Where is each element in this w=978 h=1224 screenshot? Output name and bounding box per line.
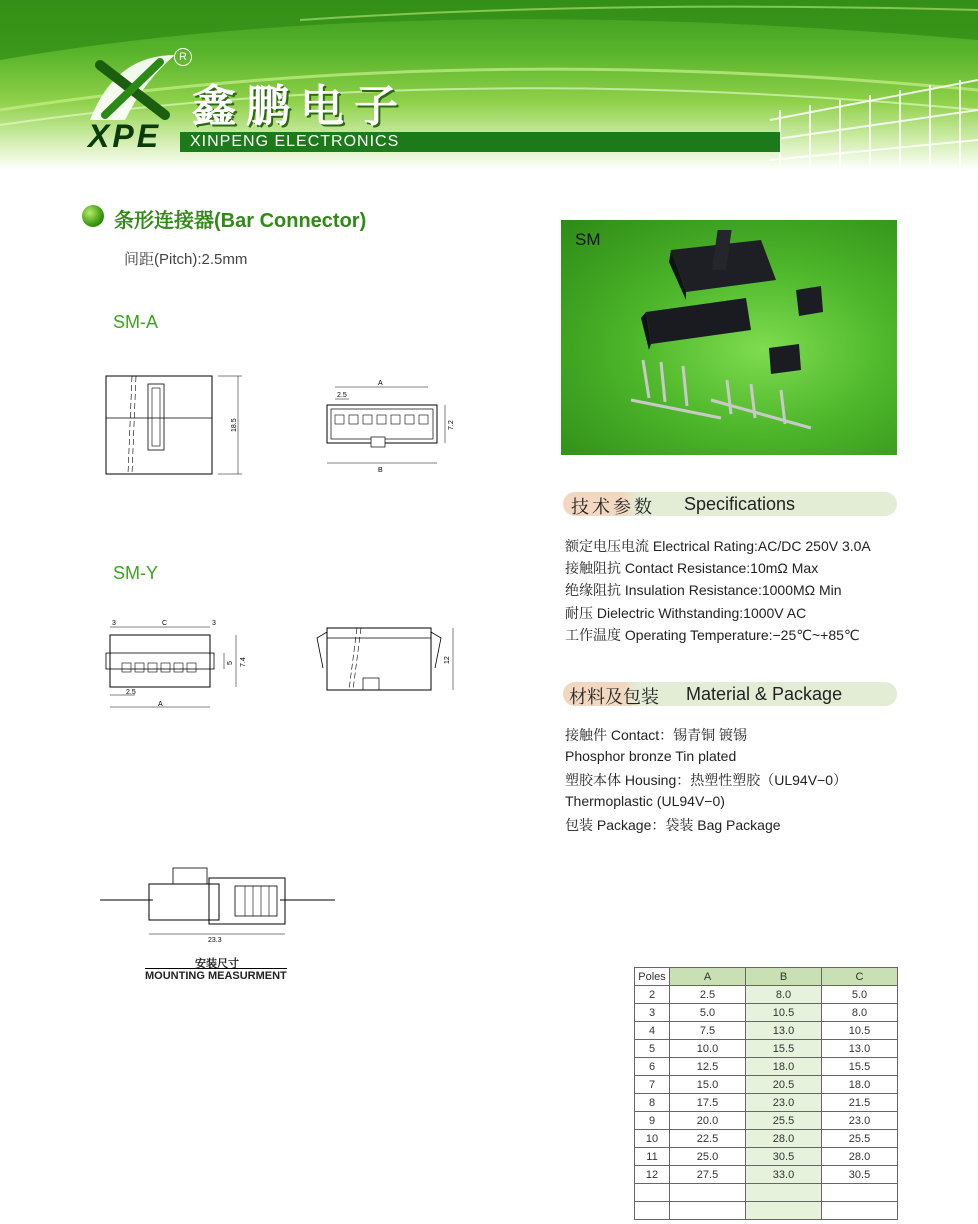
cell-a: 20.0 — [670, 1112, 746, 1130]
cell-b: 15.5 — [746, 1040, 822, 1058]
cell-b: 23.0 — [746, 1094, 822, 1112]
spec-line: 接触阻抗 Contact Resistance:10mΩ Max — [565, 560, 819, 576]
cell-a: 25.0 — [670, 1148, 746, 1166]
spec-line: 工作温度 Operating Temperature:−25℃~+85℃ — [565, 627, 860, 643]
cell-b: 13.0 — [746, 1022, 822, 1040]
cell-poles: 5 — [635, 1040, 670, 1058]
header-b: B — [746, 968, 822, 986]
cell-a: 12.5 — [670, 1058, 746, 1076]
sm-y-label: SM-Y — [113, 563, 158, 583]
material-line: 塑胶本体 Housing：热塑性塑胶（UL94V−0） — [565, 772, 848, 788]
cell-a: 22.5 — [670, 1130, 746, 1148]
mount-length-text: 23.3 — [208, 937, 222, 944]
cell-poles: 12 — [635, 1166, 670, 1184]
cell-c: 21.5 — [822, 1094, 898, 1112]
photo-label: SM — [575, 230, 601, 249]
sm-y-dim-right-text: 3 — [212, 620, 216, 627]
cell-poles: 4 — [635, 1022, 670, 1040]
sm-y-dim-5-text: 5 — [227, 661, 234, 665]
sm-y-dim-pitch-text: 2.5 — [126, 689, 136, 696]
table-row — [635, 1094, 898, 1112]
specifications-heading-cn: 技术参数 — [571, 497, 655, 517]
xpe-logo-icon — [85, 50, 180, 125]
table-row — [635, 1166, 898, 1184]
cell-poles: 6 — [635, 1058, 670, 1076]
sm-a-label: SM-A — [113, 312, 158, 332]
cell-c: 10.5 — [822, 1022, 898, 1040]
cell-c: 5.0 — [822, 986, 898, 1004]
cell-a: 7.5 — [670, 1022, 746, 1040]
cell-b: 8.0 — [746, 986, 822, 1004]
cell-c: 18.0 — [822, 1076, 898, 1094]
brand-name-en: XINPENG ELECTRONICS — [190, 133, 400, 150]
section-title: 条形连接器(Bar Connector) — [114, 210, 367, 232]
mounting-label-en: MOUNTING MEASURMENT — [145, 970, 287, 982]
sm-a-front-drawing — [315, 375, 465, 475]
registered-mark: R — [174, 48, 192, 66]
table-row — [635, 1130, 898, 1148]
table-header-row — [635, 968, 898, 986]
table-row — [635, 1022, 898, 1040]
material-line: 包装 Package：袋装 Bag Package — [565, 817, 781, 833]
brand-name-cn: 鑫鹏电子 — [192, 81, 408, 132]
cell-a: 5.0 — [670, 1004, 746, 1022]
material-heading-cn: 材料及包装 — [569, 687, 659, 707]
spec-line: 耐压 Dielectric Withstanding:1000V AC — [565, 605, 807, 621]
table-row — [635, 1076, 898, 1094]
cell-a: 17.5 — [670, 1094, 746, 1112]
sm-a-front-height-text: 7.2 — [448, 420, 455, 430]
poles-dimension-table — [634, 967, 898, 1220]
cell-a: 15.0 — [670, 1076, 746, 1094]
cell-b — [746, 1202, 822, 1220]
header-c: C — [822, 968, 898, 986]
mounting-label-cn: 安装尺寸 — [195, 958, 239, 970]
sm-y-side-height-text: 12 — [444, 656, 451, 664]
cell-poles: 3 — [635, 1004, 670, 1022]
spec-line: 额定电压电流 Electrical Rating:AC/DC 250V 3.0A — [565, 538, 871, 554]
cell-c: 23.0 — [822, 1112, 898, 1130]
cell-b — [746, 1184, 822, 1202]
material-line: Thermoplastic (UL94V−0) — [565, 793, 725, 809]
pitch-label: 间距(Pitch):2.5mm — [124, 251, 248, 268]
table-row — [635, 1112, 898, 1130]
bullet-ball-icon — [82, 205, 104, 227]
connector-image — [561, 220, 897, 455]
cell-a — [670, 1184, 746, 1202]
material-line: Phosphor bronze Tin plated — [565, 748, 737, 764]
sm-a-front-b-text: B — [378, 467, 383, 474]
cell-poles: 8 — [635, 1094, 670, 1112]
table-row — [635, 1184, 898, 1202]
cell-b: 30.5 — [746, 1148, 822, 1166]
cell-c — [822, 1202, 898, 1220]
header-poles: Poles — [635, 968, 670, 986]
mounting-drawing — [95, 862, 345, 952]
cell-poles: 7 — [635, 1076, 670, 1094]
cell-poles — [635, 1202, 670, 1220]
table-row — [635, 1202, 898, 1220]
sm-a-front-a-text: A — [378, 380, 383, 387]
logo-text: XPE — [88, 118, 162, 154]
material-line: 接触件 Contact：锡青铜 镀锡 — [565, 727, 748, 743]
cell-b: 18.0 — [746, 1058, 822, 1076]
sm-y-dim-c-text: C — [162, 620, 168, 627]
sm-a-side-height-text: 18.5 — [231, 418, 238, 432]
material-heading-en: Material & Package — [686, 684, 843, 704]
cell-a: 2.5 — [670, 986, 746, 1004]
cell-poles — [635, 1184, 670, 1202]
cell-c: 30.5 — [822, 1166, 898, 1184]
cell-c: 15.5 — [822, 1058, 898, 1076]
sm-y-dim-left-text: 3 — [112, 620, 116, 627]
sm-a-side-drawing — [100, 370, 250, 480]
cell-a — [670, 1202, 746, 1220]
cell-b: 25.5 — [746, 1112, 822, 1130]
table-row — [635, 986, 898, 1004]
sm-y-dim-74-text: 7.4 — [240, 657, 247, 667]
table-row — [635, 1004, 898, 1022]
cell-b: 28.0 — [746, 1130, 822, 1148]
table-row — [635, 1148, 898, 1166]
cell-c: 28.0 — [822, 1148, 898, 1166]
cell-poles: 10 — [635, 1130, 670, 1148]
specifications-heading-en: Specifications — [684, 494, 796, 514]
cell-c: 25.5 — [822, 1130, 898, 1148]
cell-c — [822, 1184, 898, 1202]
cell-poles: 2 — [635, 986, 670, 1004]
cell-c: 8.0 — [822, 1004, 898, 1022]
spec-line: 绝缘阻抗 Insulation Resistance:1000MΩ Min — [565, 582, 842, 598]
header-a: A — [670, 968, 746, 986]
cell-poles: 9 — [635, 1112, 670, 1130]
cell-a: 10.0 — [670, 1040, 746, 1058]
table-row — [635, 1040, 898, 1058]
sm-y-front-drawing — [100, 615, 250, 715]
cell-b: 33.0 — [746, 1166, 822, 1184]
sm-y-dim-a-text: A — [158, 701, 163, 708]
table-row — [635, 1058, 898, 1076]
product-photo — [561, 220, 897, 455]
cell-b: 10.5 — [746, 1004, 822, 1022]
cell-a: 27.5 — [670, 1166, 746, 1184]
cell-poles: 11 — [635, 1148, 670, 1166]
sm-y-side-drawing — [305, 618, 465, 698]
sm-a-front-pitch-text: 2.5 — [337, 392, 347, 399]
cell-b: 20.5 — [746, 1076, 822, 1094]
cell-c: 13.0 — [822, 1040, 898, 1058]
